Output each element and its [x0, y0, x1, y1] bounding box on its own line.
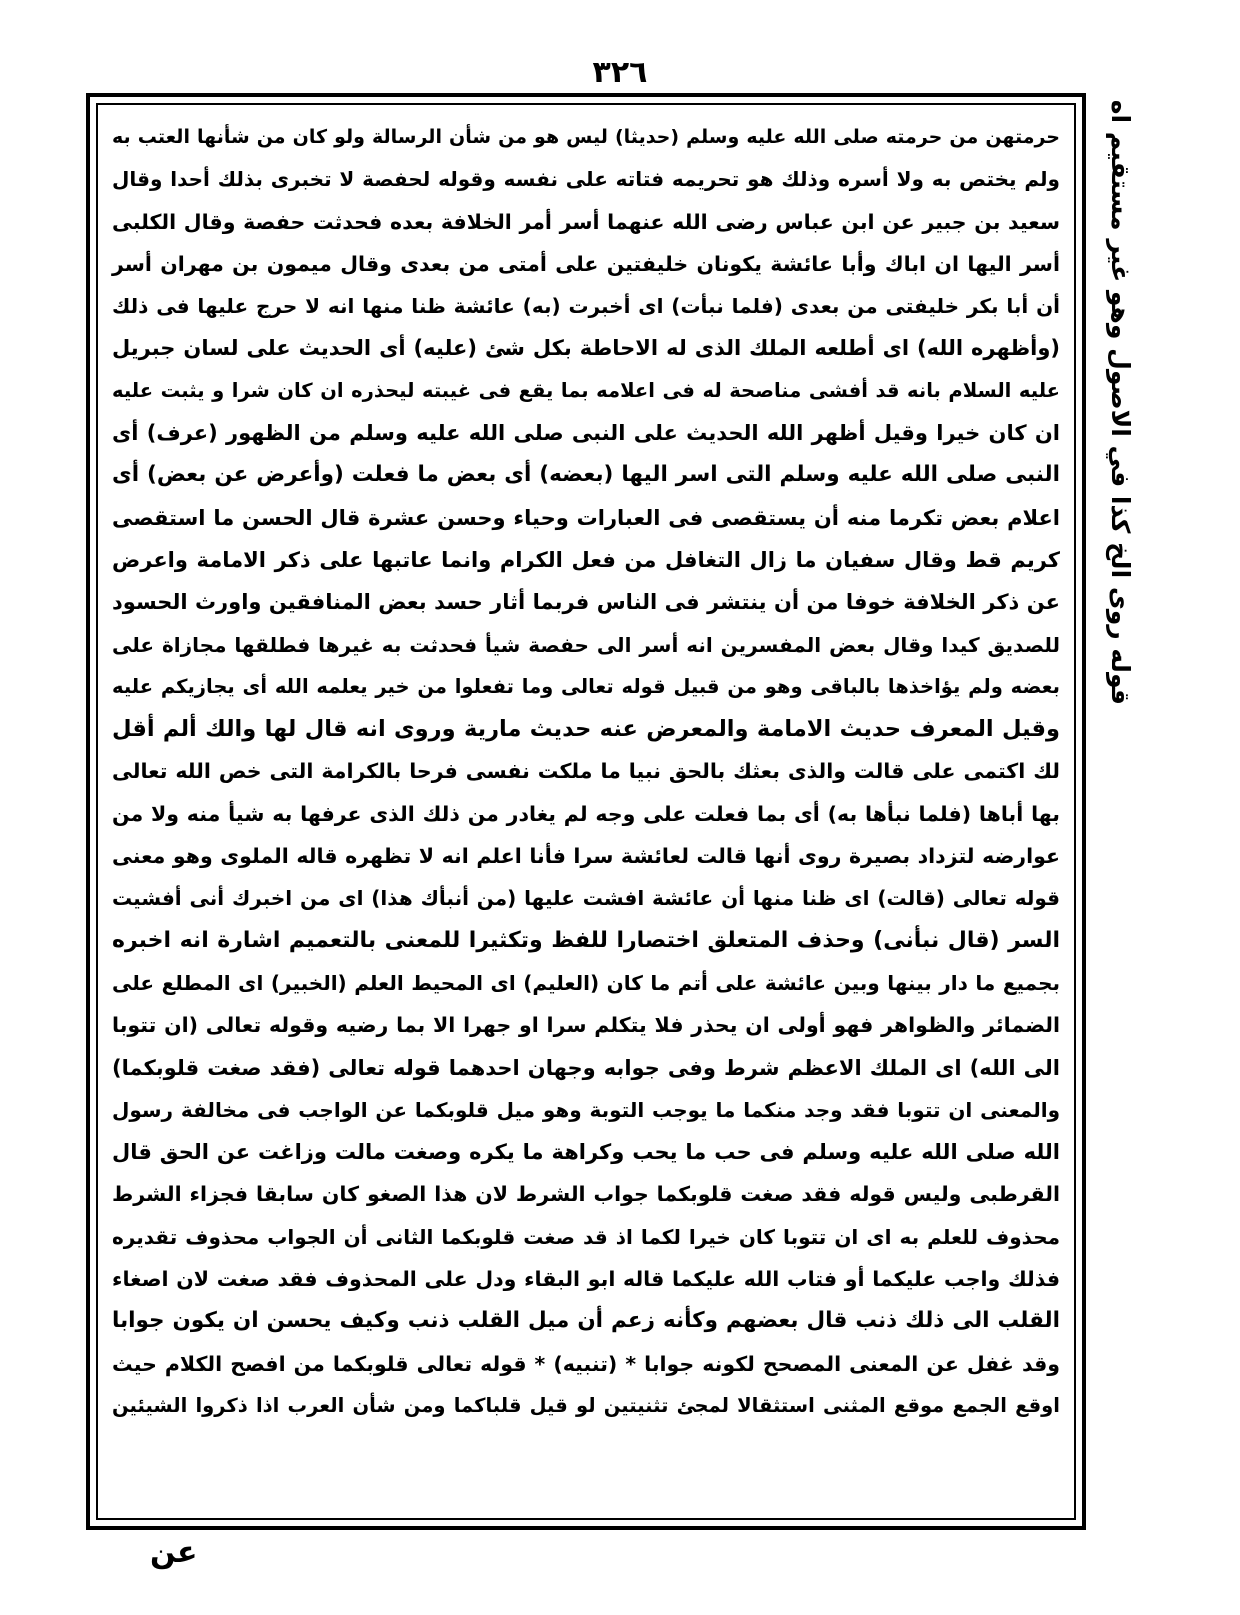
text-line: محذوف للعلم به اى ان تتوبا كان خيرا لكما اذ قد صغت قلوبكما الثانى أن الجواب محذوف تقديره [112, 1224, 1060, 1249]
text-line: حرمتهن من حرمته صلى الله عليه وسلم (حديثا) ليس هو من شأن الرسالة ولو كان من شأنها العتب به [112, 126, 1060, 148]
text-line: عوارضه لتزداد بصيرة روى أنها قالت لعائشة سرا فأنا اعلم انه لا تظهره قاله الملوى وهو معنى [112, 844, 1060, 869]
text-line: لك اكتمى على قالت والذى بعثك بالحق نبيا ما ملكت نفسى فرحا بالكرامة التى خص الله تعالى [112, 759, 1060, 784]
text-line: القلب الى ذلك ذنب قال بعضهم وكأنه زعم أن ميل القلب ذنب وكيف يحسن ان يكون جوابا [112, 1308, 1060, 1334]
margin-note-text: قوله روى الخ كذا في الاصول وهو غير مستقيم اه [1106, 99, 1135, 705]
text-line: ولم يختص به ولا أسره وذلك هو تحريمه فتاته على نفسه وقوله لحفصة لا تخبرى بذلك أحدا وقال [112, 167, 1060, 192]
text-line: بجميع ما دار بينها وبين عائشة على أتم ما كان (العليم) اى المحيط العلم (الخبير) اى المطلع على [112, 970, 1060, 995]
text-line: بها أباها (فلما نبأها به) أى بما فعلت على وجه لم يغادر من ذلك الذى عرفها به شيأ منه ولا من [112, 801, 1060, 826]
text-line: قوله تعالى (قالت) اى ظنا منها أن عائشة افشت عليها (من أنبأك هذا) اى من اخبرك أنى أفشيت [112, 886, 1060, 911]
text-line: الضمائر والظواهر فهو أولى ان يحذر فلا يتكلم سرا او جهرا الا بما رضيه وقوله تعالى (ان تتوبا [112, 1013, 1060, 1038]
text-line: أسر اليها ان اباك وأبا عائشة يكونان خليفتين على أمتى من بعدى وقال ميمون بن مهران أسر [112, 251, 1060, 276]
text-line: الله صلى الله عليه وسلم فى حب ما يحب وكراهة ما يكره وصغت مالت وزاغت عن الحق قال [112, 1140, 1060, 1165]
text-line: أن أبا بكر خليفتى من بعدى (فلما نبأت) اى أخبرت (به) عائشة ظنا منها انه لا حرج عليها فى ذلك [112, 294, 1060, 319]
text-line: السر (قال نبأنى) وحذف المتعلق اختصارا للفظ وتكثيرا للمعنى بالتعميم اشارة انه اخبره [112, 927, 1060, 953]
text-line: القرطبى وليس قوله فقد صغت قلوبكما جواب الشرط لان هذا الصغو كان سابقا فجزاء الشرط [112, 1182, 1060, 1207]
text-line: اعلام بعض تكرما منه أن يستقصى فى العبارات وحياء وحسن عشرة قال الحسن ما استقصى [112, 505, 1060, 530]
text-line: عليه السلام بانه قد أفشى مناصحة له فى اعلامه بما يقع فى غيبته ليحذره ان كان شرا و يثبت عليه [112, 378, 1060, 402]
page-number: ٣٢٦ [592, 55, 648, 90]
text-line: الى الله) اى الملك الاعظم شرط وفى جوابه وجهان احدهما قوله تعالى (فقد صغت قلوبكما) [112, 1055, 1060, 1080]
text-line: للصديق كيدا وقال بعض المفسرين انه أسر الى حفصة شيأ فحدثت به غيرها فطلقها مجازاة على [112, 632, 1060, 657]
text-line: ان كان خيرا وقيل أظهر الله الحديث على النبى صلى الله عليه وسلم من الظهور (عرف) أى [112, 421, 1060, 446]
main-text-block [112, 116, 1060, 1512]
margin-note [1095, 99, 1143, 1505]
text-line: اوقع الجمع موقع المثنى استثقالا لمجئ تثنيتين لو قيل قلباكما ومن شأن العرب اذا ذكروا الشيئين [112, 1393, 1060, 1417]
text-line: وقد غفل عن المعنى المصحح لكونه جوابا * (تنبيه) * قوله تعالى قلوبكما من افصح الكلام حيث [112, 1351, 1060, 1376]
text-line: وقيل المعرف حديث الامامة والمعرض عنه حديث مارية وروى انه قال لها والك ألم أقل [112, 716, 1060, 743]
text-line: كريم قط وقال سفيان ما زال التغافل من فعل الكرام وانما عاتبها على ذكر الامامة واعرض [112, 547, 1060, 572]
text-line: النبى صلى الله عليه وسلم التى اسر اليها (بعضه) أى بعض ما فعلت (وأعرض عن بعض) أى [112, 462, 1060, 488]
text-line: بعضه ولم يؤاخذها بالباقى وهو من قبيل قوله تعالى وما تفعلوا من خير يعلمه الله أى يجازيكم عليه [112, 674, 1060, 698]
text-line: فذلك واجب عليكما أو فتاب الله عليكما قاله ابو البقاء ودل على المحذوف فقد صغت لان اصغاء [112, 1267, 1060, 1292]
text-line: والمعنى ان تتوبا فقد وجد منكما ما يوجب التوبة وهو ميل قلوبكما عن الواجب فى مخالفة رسول [112, 1097, 1060, 1122]
text-line: (وأظهره الله) اى أطلعه الملك الذى له الاحاطة بكل شئ (عليه) أى الحديث على لسان جبريل [112, 336, 1060, 361]
catchword: عن [150, 1535, 198, 1570]
text-line: عن ذكر الخلافة خوفا من أن ينتشر فى الناس فربما أثار حسد بعض المنافقين واورث الحسود [112, 590, 1060, 615]
text-line: سعيد بن جبير عن ابن عباس رضى الله عنهما أسر أمر الخلافة بعده فحدثت حفصة وقال الكلبى [112, 209, 1060, 234]
